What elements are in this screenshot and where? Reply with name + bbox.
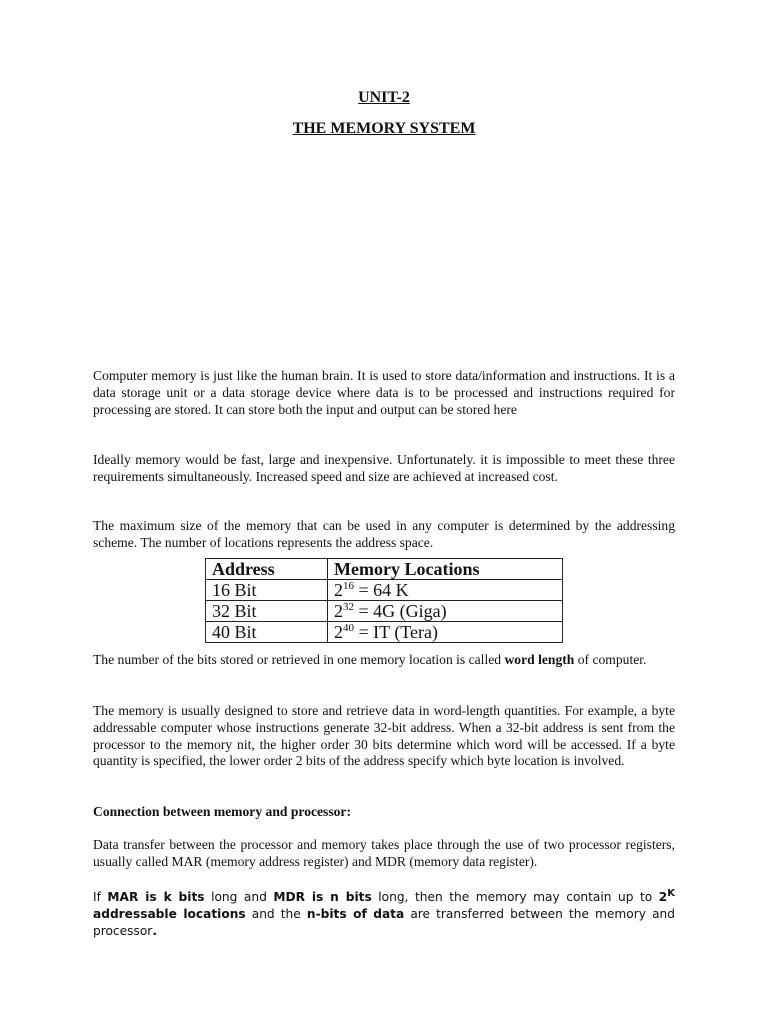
table-cell-locations xyxy=(328,601,563,622)
paragraph-address-space: The maximum size of the memory that can be used in any computer is determined by the addressing scheme. The number of locations represents the address space. xyxy=(93,518,675,550)
term-n-bits-data: n-bits of data xyxy=(306,906,405,921)
table-cell-address: 40 Bit xyxy=(206,622,328,643)
text: are transferred between the memory and processor xyxy=(93,906,676,938)
power-exponent: 16 xyxy=(343,580,354,592)
memory-locations-table xyxy=(205,558,563,643)
term-addressable-locations: addressable locations xyxy=(93,906,246,921)
text: of computer. xyxy=(574,652,647,667)
text: long and xyxy=(204,890,274,904)
table-row xyxy=(206,622,563,643)
term-word-length: word length xyxy=(504,652,575,667)
table-header-address: Address xyxy=(206,559,328,580)
term-mar: MAR is k bits xyxy=(107,890,205,904)
text: The number of the bits stored or retrieved in one memory location is called xyxy=(93,652,505,667)
table-row xyxy=(206,580,563,601)
table-cell-locations xyxy=(328,580,563,601)
text: If xyxy=(93,890,108,904)
table-header-memory-locations: Memory Locations xyxy=(328,559,563,580)
paragraph-word-length-quantities: The memory is usually designed to store and retrieve data in word-length quantities. For example, a byte addressable computer whose instructions generate 32-bit address. When a 32-bit address is sent from the processor to the memory nit, the higher order 30 bits determine which word will be accessed. If a byte quantity is specified, the lower order 2 bits of the address specify which byte location is involved. xyxy=(93,703,675,769)
power-exponent: 32 xyxy=(343,601,354,613)
paragraph-mar-mdr xyxy=(93,889,675,939)
power-base: 2 xyxy=(658,890,668,904)
table-row xyxy=(206,601,563,622)
paragraph-word-length xyxy=(93,652,675,669)
power-base: 2 xyxy=(334,601,343,621)
power-base: 2 xyxy=(334,622,343,642)
unit-heading: UNIT-2 xyxy=(358,89,410,106)
power-exponent: 40 xyxy=(343,622,354,634)
locations-value: = IT (Tera) xyxy=(354,622,439,642)
paragraph-intro: Computer memory is just like the human brain. It is used to store data/information and instructions. It is a data storage unit or a data storage device where data is to be processed and instructions required for processing are stored. It can store both the input and output can be stored here xyxy=(93,368,675,417)
table-cell-address: 16 Bit xyxy=(206,580,328,601)
power-base: 2 xyxy=(334,580,343,600)
text: and the xyxy=(245,906,307,921)
paragraph-data-transfer: Data transfer between the processor and memory takes place through the use of two processor registers, usually called MAR (memory address register) and MDR (memory data register). xyxy=(93,837,675,869)
table-cell-address: 32 Bit xyxy=(206,601,328,622)
locations-value: = 4G (Giga) xyxy=(354,601,447,621)
locations-value: = 64 K xyxy=(354,580,409,600)
table-header-row xyxy=(206,559,563,580)
table-cell-locations xyxy=(328,622,563,643)
term-mdr: MDR is n bits xyxy=(273,890,372,904)
power-exponent: K xyxy=(667,887,675,899)
text: long, then the memory may contain up to xyxy=(371,890,659,904)
page-title: THE MEMORY SYSTEM xyxy=(292,120,476,137)
section-heading-connection: Connection between memory and processor: xyxy=(93,804,351,819)
period: . xyxy=(152,923,157,938)
paragraph-ideal-memory: Ideally memory would be fast, large and inexpensive. Unfortunately. it is impossible to meet these three requirements simultaneously. Increased speed and size are achieved at increased cost. xyxy=(93,452,675,484)
